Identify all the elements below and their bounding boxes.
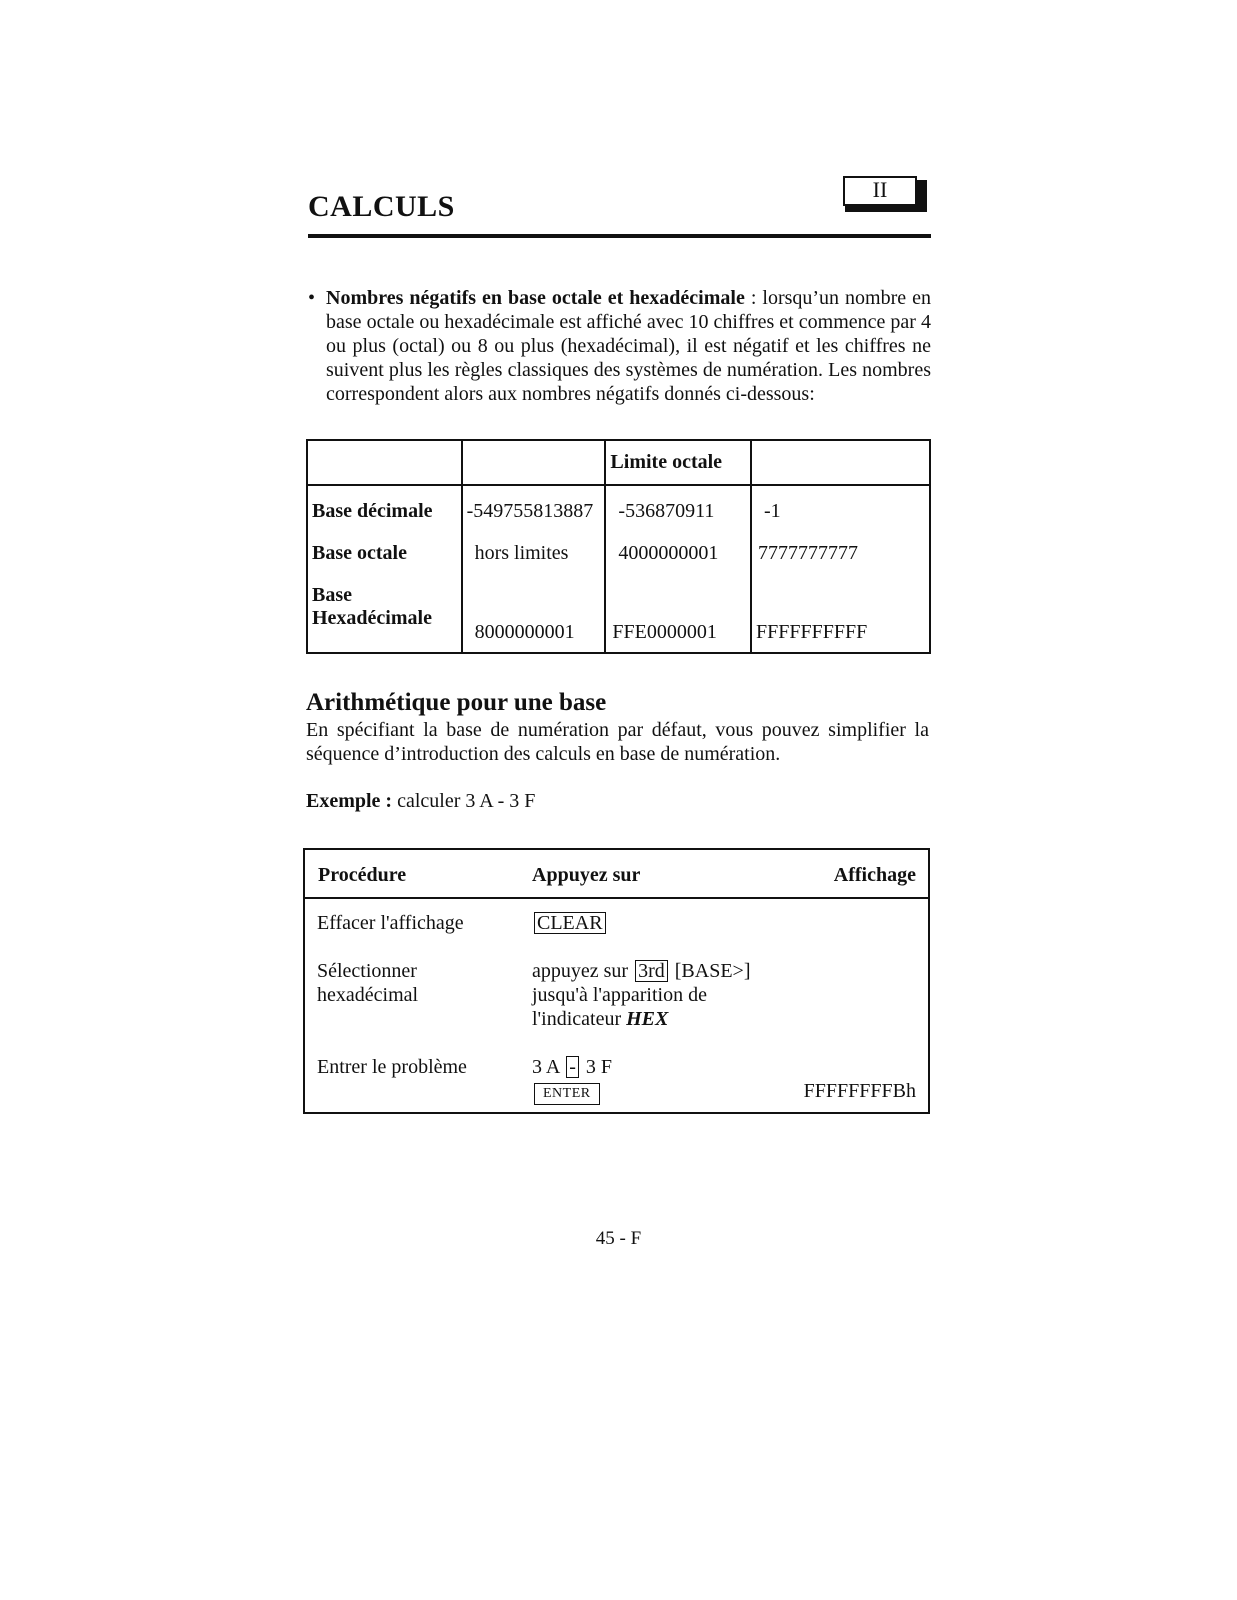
keys-line: jusqu'à l'apparition de — [532, 984, 707, 1006]
step-clear: Effacer l'affichage — [317, 912, 464, 934]
keys-text: 3 A — [532, 1056, 560, 1078]
keys-enter-problem — [532, 1055, 612, 1105]
keys-text: [BASE>] — [674, 960, 751, 982]
keys-select-hex — [532, 959, 750, 1031]
intro-paragraph — [308, 286, 931, 406]
step-line: Sélectionner — [317, 960, 417, 982]
keys-line — [532, 1007, 750, 1031]
table-cell: -536870911 — [605, 485, 751, 534]
step-line: hexadécimal — [317, 984, 419, 1006]
table-cell: 8000000001 — [462, 578, 606, 653]
header-display: Affichage — [833, 864, 916, 886]
procedure-table — [303, 848, 930, 1114]
step-enter-problem: Entrer le problème — [317, 1056, 467, 1078]
table-cell: hors limites — [462, 534, 606, 578]
chapter-number: II — [872, 177, 888, 202]
chapter-tab-shadow-right — [917, 180, 927, 212]
bullet-icon: • — [308, 287, 316, 309]
table-header-cell — [462, 440, 606, 485]
table-row — [307, 534, 930, 578]
keys-text: 3 F — [585, 1056, 613, 1078]
chapter-tab-shadow — [845, 206, 927, 212]
row-label-line: Hexadécimale — [312, 607, 432, 629]
keys-line — [532, 959, 750, 983]
section-body: En spécifiant la base de numération par défaut, vous pouvez simplifier la séquence d’introduction des calculs en base de numération. — [306, 719, 929, 765]
table-row — [307, 578, 930, 653]
negative-numbers-table — [306, 439, 931, 654]
table-cell: FFE0000001 — [605, 578, 751, 653]
chapter-tab — [843, 176, 927, 212]
intro-body: : lorsqu’un nombre en base octale ou hexadécimale est affiché avec 10 chiffres et commence par 4 ou plus (octal) ou 8 ou plus (hexadécimal), il est négatif et les chiffres ne suivent plus les règles classiques des systèmes de numération. Les nombres correspondent alors aux nombres négatifs donnés ci-dessous: — [326, 287, 931, 405]
table-header-row — [307, 440, 930, 485]
keys-clear — [532, 911, 608, 935]
clear-key: CLEAR — [534, 912, 606, 934]
example-lead: Exemple : — [306, 790, 393, 812]
keys-text: l'indicateur — [532, 1008, 622, 1030]
intro-lead: Nombres négatifs en base octale et hexadécimale — [326, 287, 745, 309]
procedure-header — [305, 850, 928, 899]
table-cell: -1 — [751, 485, 930, 534]
hex-indicator: HEX — [626, 1008, 669, 1030]
table-row — [307, 485, 930, 534]
table-cell: FFFFFFFFFF — [751, 578, 930, 653]
display-result: FFFFFFFFBh — [803, 1080, 916, 1102]
row-label: Base décimale — [307, 485, 462, 534]
row-label: Base octale — [307, 534, 462, 578]
example-text: calculer 3 A - 3 F — [392, 790, 536, 812]
enter-key: ENTER — [534, 1083, 600, 1105]
third-key: 3rd — [635, 960, 668, 982]
table-header-cell: Limite octale — [605, 440, 751, 485]
header-procedure: Procédure — [318, 864, 407, 886]
intro-text — [326, 286, 931, 406]
minus-key: - — [566, 1056, 579, 1078]
header-rule — [308, 234, 931, 238]
table-cell: 7777777777 — [751, 534, 930, 578]
section-title: Arithmétique pour une base — [306, 689, 607, 716]
table-cell: -549755813887 — [462, 485, 606, 534]
table-header-cell — [751, 440, 930, 485]
header-keys: Appuyez sur — [532, 864, 641, 886]
table-header-cell — [307, 440, 462, 485]
keys-line — [532, 1055, 612, 1079]
page-number: 45 - F — [595, 1228, 642, 1249]
keys-line — [532, 1079, 612, 1105]
step-select-hex — [317, 959, 418, 1007]
page-title: CALCULS — [308, 190, 455, 223]
row-label — [307, 578, 462, 653]
table-cell: 4000000001 — [605, 534, 751, 578]
keys-text: appuyez sur — [532, 960, 629, 982]
row-label-line: Base — [312, 584, 352, 606]
example-line — [306, 790, 535, 813]
